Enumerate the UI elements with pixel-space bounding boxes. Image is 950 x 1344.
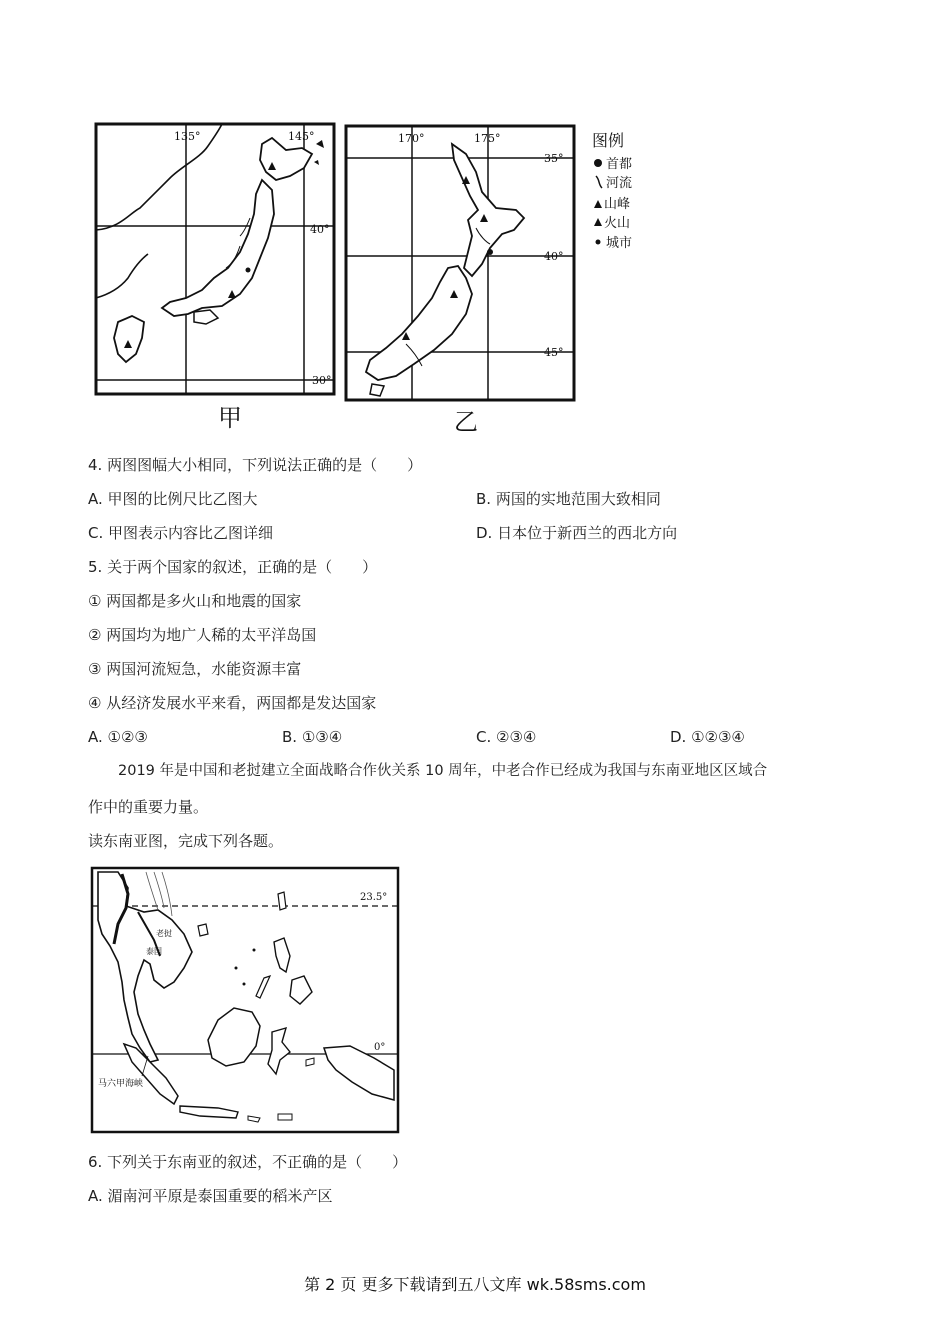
q4-option-a: A. 甲图的比例尺比乙图大 <box>88 490 258 508</box>
map-jia <box>90 118 340 438</box>
label-thailand: 泰国 <box>146 947 162 956</box>
capital-icon <box>594 159 602 167</box>
capital-icon <box>246 268 251 273</box>
q5-statement-3: ③ 两国河流短急，水能资源丰富 <box>88 660 302 678</box>
q5-option-a: A. ①②③ <box>88 728 148 746</box>
map-southeast-asia <box>88 864 406 1136</box>
river-icon <box>596 176 602 188</box>
capital-icon <box>487 249 493 255</box>
lat-label-40: 40° <box>544 250 564 263</box>
label-laos: 老挝 <box>156 929 172 938</box>
map-yi <box>340 118 580 438</box>
q6-stem: 6. 下列关于东南亚的叙述，不正确的是（ ） <box>88 1153 408 1171</box>
map-yi-caption: 乙 <box>454 408 478 436</box>
legend-label-capital: 首都 <box>606 157 633 172</box>
legend-label-river: 河流 <box>606 176 633 191</box>
city-icon <box>596 240 601 245</box>
legend-label-city: 城市 <box>606 236 633 251</box>
intro-line-3: 读东南亚图，完成下列各题。 <box>88 832 284 850</box>
lat-label-tropic: 23.5° <box>360 892 388 903</box>
volcano-icon <box>594 218 602 226</box>
lat-label-40: 40° <box>310 223 330 236</box>
q5-statement-2: ② 两国均为地广人稀的太平洋岛国 <box>88 626 317 644</box>
legend-label-peak: 山峰 <box>604 197 631 212</box>
lat-label-45: 45° <box>544 346 564 359</box>
lon-label-175: 175° <box>474 132 501 145</box>
q5-statement-1: ① 两国都是多火山和地震的国家 <box>88 592 302 610</box>
lat-label-35: 35° <box>544 152 564 165</box>
legend-title: 图例 <box>592 131 625 150</box>
lon-label-170: 170° <box>398 132 425 145</box>
intro-line-1: 2019 年是中国和老挝建立全面战略合作伙关系 10 周年，中老合作已经成为我国与东南亚地区区域合 <box>118 763 768 779</box>
lon-label-135: 135° <box>174 130 201 143</box>
lat-label-30: 30° <box>312 374 332 387</box>
q5-option-d: D. ①②③④ <box>670 728 745 746</box>
page-footer: 第 2 页 更多下载请到五八文库 wk.58sms.com <box>304 1275 646 1294</box>
lat-label-equator: 0° <box>374 1042 386 1053</box>
intro-line-2: 作中的重要力量。 <box>88 798 209 816</box>
q4-option-c: C. 甲图表示内容比乙图详细 <box>88 524 274 542</box>
q4-option-d: D. 日本位于新西兰的西北方向 <box>476 524 678 542</box>
q4-stem: 4. 两图图幅大小相同，下列说法正确的是（ ） <box>88 456 423 474</box>
q4-option-b: B. 两国的实地范围大致相同 <box>476 490 661 508</box>
q5-statement-4: ④ 从经济发展水平来看，两国都是发达国家 <box>88 694 377 712</box>
map-jia-caption: 甲 <box>218 404 242 432</box>
map-legend <box>588 128 658 258</box>
peak-icon <box>594 200 602 208</box>
lon-label-145: 145° <box>288 130 315 143</box>
q5-option-b: B. ①③④ <box>282 728 343 746</box>
legend-label-volcano: 火山 <box>604 216 631 231</box>
q6-option-a: A. 湄南河平原是泰国重要的稻米产区 <box>88 1187 333 1205</box>
label-malacca-strait: 马六甲海峡 <box>98 1079 144 1089</box>
q5-option-c: C. ②③④ <box>476 728 537 746</box>
q5-stem: 5. 关于两个国家的叙述，正确的是（ ） <box>88 558 378 576</box>
